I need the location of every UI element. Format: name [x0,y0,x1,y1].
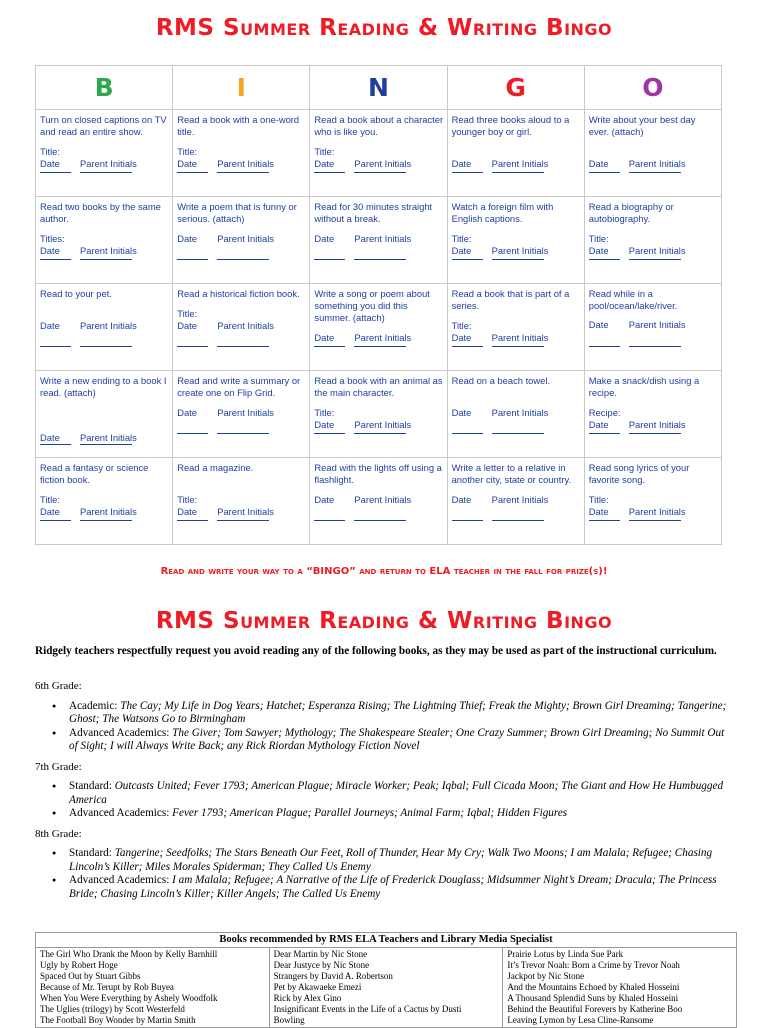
grade-label: 7th Grade: [35,760,82,773]
bingo-square [310,371,447,458]
date-blank-line [314,346,345,347]
date-blank-line [452,346,483,347]
initials-blank-line [629,346,681,347]
bingo-task: Write a poem that is funny or serious. (attach) [177,201,297,224]
bingo-parent-initials-label: Parent Initials [217,320,274,331]
recommended-book: Behind the Beautiful Forevers by Katherine Boo [507,1004,683,1014]
recommended-book: Dear Justyce by Nic Stone [273,960,370,970]
bingo-parent-initials-label: Parent Initials [80,158,137,169]
bingo-square [447,197,584,284]
bingo-square-content [173,458,309,544]
bingo-parent-initials-label: Parent Initials [217,233,274,244]
track-label: Standard: [69,780,112,792]
bingo-square [173,197,310,284]
date-blank-line [177,433,208,434]
initials-blank-line [629,172,681,173]
bingo-date-label: Date [40,245,60,256]
bingo-square [173,284,310,371]
bingo-row [36,197,722,284]
bingo-square-content [173,197,309,283]
bingo-square-content [310,110,446,196]
bingo-row [36,110,722,197]
date-blank-line [177,172,208,173]
initials-blank-line [354,520,406,521]
bingo-letter-b: B [94,73,114,102]
date-blank-line [314,172,345,173]
recommended-books-table [35,932,737,1028]
date-blank-line [314,433,345,434]
initials-blank-line [354,172,406,173]
bingo-task: Read a fantasy or science fiction book. [40,462,149,485]
bingo-date-label: Date [588,245,609,256]
bingo-parent-initials-label: Parent Initials [628,158,686,169]
bingo-task: Turn on closed captions on TV and read an entire show. [40,114,167,137]
grade-book-item [35,700,735,727]
initials-blank-line [629,520,681,521]
bingo-date-label: Date [40,506,60,517]
bingo-letter-cell [447,66,584,110]
bingo-task: Watch a foreign film with English captions. [451,201,554,224]
bingo-date-label: Date [588,319,609,330]
bingo-task: Write a new ending to a book I read. (attach) [40,375,167,398]
bingo-recipe-label: Recipe: [588,407,621,418]
bingo-task: Read and write a summary or create one on Flip Grid. [177,375,301,398]
bingo-parent-initials-label: Parent Initials [491,245,549,256]
date-blank-line [314,259,345,260]
bingo-row [36,458,722,545]
bingo-task: Write about your best day ever. (attach) [588,114,696,137]
initials-blank-line [492,346,544,347]
bingo-task: Write a letter to a relative in another city, state or country. [451,462,572,485]
recommended-book: The Uglies (trilogy) by Scott Westerfeld [40,1004,185,1014]
recommended-column [503,948,736,1027]
date-blank-line [589,172,620,173]
book-titles: Fever 1793; American Plague; Parallel Journeys; Animal Farm; Iqbal; Hidden Figures [172,807,568,819]
recommended-book: A Thousand Splendid Suns by Khaled Hosseini [507,993,679,1003]
bingo-date-label: Date [314,158,335,169]
bingo-square-content [585,284,721,370]
bingo-date-label: Date [588,506,609,517]
date-blank-line [40,346,71,347]
initials-blank-line [217,520,269,521]
initials-blank-line [629,433,681,434]
bingo-date-label: Date [177,320,197,331]
bingo-square [173,458,310,545]
bingo-title-label: Title: [40,494,60,505]
bingo-task: Read two books by the same author. [40,201,161,224]
bingo-title-label: Title: [177,146,198,157]
bingo-task: Read song lyrics of your favorite song. [588,462,690,485]
bingo-square [173,110,310,197]
bingo-parent-initials-label: Parent Initials [354,332,412,343]
bingo-parent-initials-label: Parent Initials [354,158,412,169]
bingo-square [584,284,721,371]
bingo-square-content [173,284,309,370]
bingo-square [310,458,447,545]
book-titles: The Giver; Tom Sawyer; Mythology; The Shakespeare Stealer; One Crazy Summer; Brown Girl Dreaming; No Summit Out of Sight; I will Always Write Back; any Rick Riordan Mythology Fiction Novel [69,726,725,752]
bingo-date-label: Date [588,158,609,169]
bingo-square-content [36,458,172,544]
bingo-date-label: Date [451,407,472,418]
bingo-letter-cell [173,66,310,110]
bingo-task: Read with the lights off using a flashlight. [314,462,442,485]
bingo-square [310,197,447,284]
recommended-book: Spaced Out by Stuart Gibbs [40,971,141,981]
bingo-task: Read while in a pool/ocean/lake/river. [588,288,678,311]
initials-blank-line [217,433,269,434]
bingo-letter-cell [310,66,447,110]
recommended-book: The Girl Who Drank the Moon by Kelly Barnhill [40,949,218,959]
initials-blank-line [217,172,269,173]
recommended-book: Leaving Lymon by Lesa Cline-Ransome [507,1015,654,1025]
track-label: Standard: [69,847,112,859]
bingo-tagline: Read and write your way to a “BINGO” and return to ELA teacher in the fall for prize(s)! [160,566,608,577]
page-title: RMS Summer Reading & Writing Bingo [155,15,613,41]
recommended-books-columns [36,948,736,1027]
recommended-book: Ugly by Robert Hoge [40,960,118,970]
date-blank-line [177,346,208,347]
bingo-parent-initials-label: Parent Initials [80,320,137,331]
bingo-title-label: Title: [177,308,198,319]
bingo-square [310,284,447,371]
bingo-header-row [36,66,722,110]
date-blank-line [452,172,483,173]
bingo-square-content [448,371,584,457]
bingo-parent-initials-label: Parent Initials [80,432,137,443]
date-blank-line [314,520,345,521]
recommended-column [36,948,270,1027]
bingo-parent-initials-label: Parent Initials [80,245,137,256]
date-blank-line [40,444,71,445]
bingo-parent-initials-label: Parent Initials [628,245,686,256]
date-blank-line [589,259,620,260]
bingo-title-label: Title: [588,494,609,505]
book-titles: I am Malala; Refugee; A Narrative of the Life of Frederick Douglass; Midsummer Night’s Dream; Dracula; The Princess Bride; Chasing Lincoln’s Killer; Killer Angels; The Called Us Enemy [69,874,717,900]
bingo-date-label: Date [177,233,197,244]
bingo-square [447,371,584,458]
grade-book-item [35,727,735,754]
bingo-date-label: Date [314,494,335,505]
bingo-square [173,371,310,458]
bingo-task: Read a book about a character who is like you. [314,114,444,137]
initials-blank-line [217,346,269,347]
bingo-task: Write a song or poem about something you did this summer. (attach) [314,288,430,323]
recommended-book: Strangers by David A. Robertson [273,971,393,981]
bingo-date-label: Date [451,245,472,256]
bingo-task: Read a biography or autobiography. [588,201,674,224]
bingo-square-content [310,458,446,544]
bingo-task: Read on a beach towel. [451,375,551,386]
bingo-square [447,458,584,545]
bingo-square [36,371,173,458]
initials-blank-line [217,259,269,260]
initials-blank-line [80,346,132,347]
bingo-parent-initials-label: Parent Initials [628,506,686,517]
bingo-square-content [448,284,584,370]
bingo-date-label: Date [314,332,335,343]
bingo-task: Make a snack/dish using a recipe. [588,375,700,398]
date-blank-line [589,433,620,434]
initials-blank-line [354,433,406,434]
bingo-title-label: Title: [314,407,335,418]
bingo-parent-initials-label: Parent Initials [354,419,412,430]
bingo-square-content [585,458,721,544]
bingo-square-content [310,284,446,370]
grade-book-item [35,847,735,874]
bingo-square-content [310,371,446,457]
bingo-square-content [36,371,172,457]
bingo-titles-label: Titles: [40,233,65,244]
track-label: Advanced Academics: [69,874,170,886]
bingo-square-content [173,110,309,196]
initials-blank-line [492,172,544,173]
recommended-book: It’s Trevor Noah: Born a Crime by Trevor Noah [507,960,680,970]
recommended-books-header: Books recommended by RMS ELA Teachers and Library Media Specialist [36,933,736,948]
bingo-square-content [585,110,721,196]
bingo-square-content [36,197,172,283]
bingo-title-label: Title: [451,233,472,244]
bingo-square-content [310,197,446,283]
recommended-book: When You Were Everything by Ashely Woodfolk [40,993,218,1003]
bingo-parent-initials-label: Parent Initials [80,506,137,517]
bingo-parent-initials-label: Parent Initials [491,332,549,343]
bingo-date-label: Date [177,506,197,517]
bingo-date-label: Date [314,233,335,244]
bingo-task: Read a historical fiction book. [177,288,300,299]
recommended-book: Bowling [273,1015,305,1025]
bingo-letter-g: G [505,73,526,102]
date-blank-line [40,259,71,260]
bingo-square-content [585,197,721,283]
bingo-date-label: Date [177,158,197,169]
bingo-date-label: Date [314,419,335,430]
grade-book-item [35,807,735,821]
bingo-date-label: Date [451,158,472,169]
recommended-book: Dear Martin by Nic Stone [273,949,368,959]
initials-blank-line [80,172,132,173]
initials-blank-line [492,433,544,434]
bingo-square-content [585,371,721,457]
intro-text: Ridgely teachers respectfully request you avoid reading any of the following books, as they may be used as part of the instructional curriculum. [35,645,717,657]
date-blank-line [452,520,483,521]
bingo-row [36,371,722,458]
bingo-square-content [36,284,172,370]
bingo-card [35,65,722,545]
date-blank-line [40,172,71,173]
track-label: Advanced Academics: [69,807,170,819]
bingo-date-label: Date [451,494,472,505]
bingo-parent-initials-label: Parent Initials [354,494,412,505]
recommended-book: Rick by Alex Gino [273,993,342,1003]
bingo-square [36,284,173,371]
bingo-parent-initials-label: Parent Initials [217,407,274,418]
bingo-letter-cell [584,66,721,110]
recommended-book: Pet by Akawaeke Emezi [273,982,362,992]
initials-blank-line [80,259,132,260]
bingo-square [584,371,721,458]
bingo-letter-o: O [642,73,664,102]
initials-blank-line [629,259,681,260]
track-label: Academic: [69,699,118,712]
bingo-square-content [173,371,309,457]
book-titles: Outcasts United; Fever 1793; American Plague; Miracle Worker; Peak; Iqbal; Full Cicada Moon; The Giant and How He Humbugged America [69,780,724,806]
bingo-date-label: Date [177,407,197,418]
bingo-date-label: Date [588,419,609,430]
bingo-title-label: Title: [40,146,60,157]
bingo-parent-initials-label: Parent Initials [491,407,549,418]
bingo-square [36,110,173,197]
bingo-square [36,458,173,545]
bingo-square-content [448,458,584,544]
initials-blank-line [354,259,406,260]
recommended-column [270,948,504,1027]
bingo-task: Read a book with a one-word title. [177,114,300,137]
bingo-square [584,458,721,545]
bingo-task: Read to your pet. [40,288,112,299]
initials-blank-line [354,346,406,347]
recommended-book: Because of Mr. Terupt by Rob Buyea [40,982,174,992]
page-title-repeat: RMS Summer Reading & Writing Bingo [155,608,613,634]
bingo-square-content [448,197,584,283]
grade-book-list [35,700,735,754]
recommended-book: Jackpot by Nic Stone [507,971,585,981]
bingo-title-label: Title: [451,320,472,331]
bingo-title-label: Title: [177,494,198,505]
grade-book-list [35,780,735,821]
date-blank-line [589,346,620,347]
grade-book-item [35,780,735,807]
recommended-book: And the Mountains Echoed by Khaled Hosseini [507,982,680,992]
bingo-square [584,197,721,284]
bingo-row [36,284,722,371]
bingo-square-content [36,110,172,196]
bingo-date-label: Date [40,432,60,443]
initials-blank-line [80,520,132,521]
bingo-task: Read for 30 minutes straight without a break. [314,201,433,224]
bingo-letter-i: I [236,73,246,102]
grade-book-list [35,847,735,901]
bingo-date-label: Date [40,158,60,169]
date-blank-line [589,520,620,521]
bingo-parent-initials-label: Parent Initials [217,158,274,169]
bingo-date-label: Date [451,332,472,343]
bingo-parent-initials-label: Parent Initials [217,506,274,517]
grade-label: 8th Grade: [35,827,82,840]
bingo-parent-initials-label: Parent Initials [491,494,549,505]
bingo-square [447,110,584,197]
bingo-letter-cell [36,66,173,110]
initials-blank-line [492,520,544,521]
bingo-task: Read a book with an animal as the main character. [314,375,443,398]
bingo-letter-n: N [368,73,389,102]
date-blank-line [40,520,71,521]
track-label: Advanced Academics: [69,726,170,739]
bingo-task: Read three books aloud to a younger boy or girl. [451,114,570,137]
initials-blank-line [80,444,132,445]
bingo-square [584,110,721,197]
bingo-date-label: Date [40,320,60,331]
grade-book-item [35,874,735,901]
bingo-square [447,284,584,371]
recommended-book: Insignificant Events in the Life of a Cactus by Dusti [273,1004,462,1014]
recommended-book: Prairie Lotus by Linda Sue Park [507,949,624,959]
recommended-book: The Football Boy Wonder by Martin Smith [40,1015,196,1025]
bingo-title-label: Title: [314,146,335,157]
book-titles: The Cay; My Life in Dog Years; Hatchet; Esperanza Rising; The Lightning Thief; Freak the Mighty; Brown Girl Dreaming; Tangerine; Ghost; The Watsons Go to Birmingham [69,699,727,725]
excluded-books-section [35,680,735,908]
bingo-parent-initials-label: Parent Initials [628,319,686,330]
date-blank-line [177,520,208,521]
date-blank-line [177,259,208,260]
bingo-square-content [448,110,584,196]
initials-blank-line [492,259,544,260]
book-titles: Tangerine; Seedfolks; The Stars Beneath Our Feet, Roll of Thunder, Hear My Cry; Walk Two Moons; I am Malala; Refugee; Chasing Lincoln’s Killer; Miles Morales Spiderman; They Called Us Enemy [69,847,713,873]
bingo-task: Read a book that is part of a series. [451,288,570,311]
bingo-parent-initials-label: Parent Initials [491,158,549,169]
date-blank-line [452,259,483,260]
date-blank-line [452,433,483,434]
bingo-title-label: Title: [588,233,609,244]
bingo-square [310,110,447,197]
bingo-task: Read a magazine. [177,462,254,473]
grade-label: 6th Grade: [35,680,82,692]
bingo-square [36,197,173,284]
bingo-parent-initials-label: Parent Initials [628,419,686,430]
bingo-parent-initials-label: Parent Initials [354,233,412,244]
